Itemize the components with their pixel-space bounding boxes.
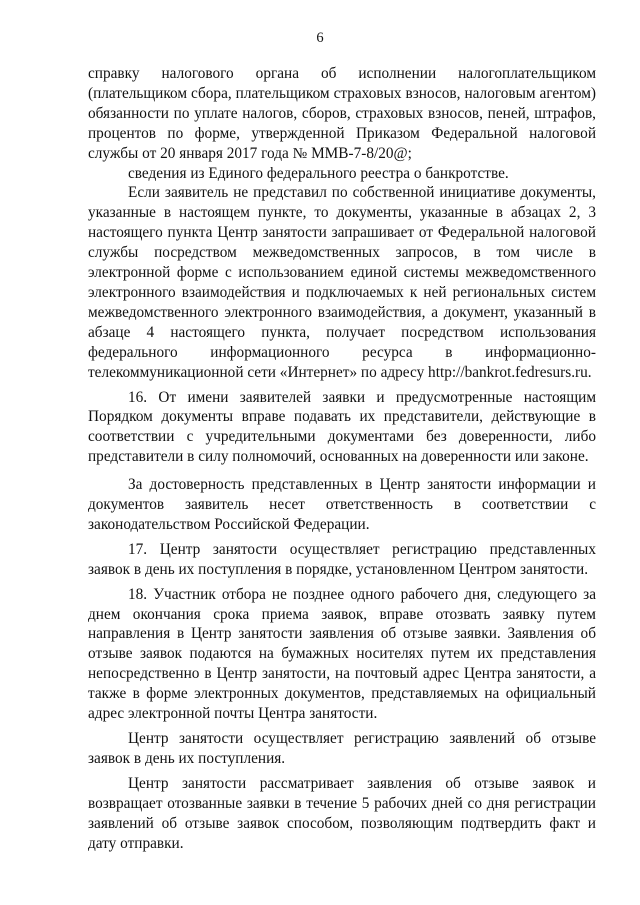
paragraph-17: 17. Центр занятости осуществляет регистрацию представленных заявок в день их поступления в порядке, установленном Центром занятости. [88,540,596,578]
paragraph-withdrawal-review: Центр занятости рассматривает заявления об отзыве заявок и возвращает отозванные заявки в течение 5 рабочих дней со дня регистрации заявлений об отзыве заявок способом, позволяющим подтвердить факт и дату отправки. [88,774,596,852]
document-body [88,64,596,853]
paragraph-bankruptcy-registry: сведения из Единого федерального реестра о банкротстве. [128,164,509,182]
paragraph-18: 18. Участник отбора не позднее одного рабочего дня, следующего за днем окончания срока приема заявок, вправе отозвать заявку путем направления в Центр занятости заявления об отзыве заявки. Заявления об отзыве заявок подаются на бумажных носителях путем их представления непосредственно в Центр занятости, на почтовый адрес Центра занятости, а также в форме электронных документов, представляемых на официальный адрес электронной почты Центра занятости. [88,585,596,723]
paragraph-16: 16. От имени заявителей заявки и предусмотренные настоящим Порядком документы вправе подавать их представители, действующие в соответствии с учредительными документами без доверенности, либо представители в силу полномочий, основанных на доверенности или законе. [88,388,596,466]
page-number: 6 [316,30,324,46]
paragraph-interagency-requests: Если заявитель не представил по собственной инициативе документы, указанные в настоящем пункте, то документы, указанные в абзацах 2, 3 настоящего пункта Центр занятости запрашивает от Федеральной налоговой службы посредством межведомственных запросов, в том числе в электронной форме с использованием единой системы межведомственного электронного взаимодействия и подключаемых к ней региональных систем межведомственного электронного взаимодействия, а документ, указанный в абзаце 4 настоящего пункта, получает посредством использования федерального информационного ресурса в информационно-телекоммуникационной сети «Интернет» по адресу http://bankrot.fedresurs.ru. [88,184,596,381]
paragraph-tax-certificate: справку налогового органа об исполнении налогоплательщиком (плательщиком сбора, плательщиком страховых взносов, налоговым агентом) обязанности по уплате налогов, сборов, страховых взносов, пеней, штрафов, процентов по форме, утвержденной Приказом Федеральной налоговой службы от 20 января 2017 года № ММВ-7-8/20@; [88,65,596,162]
paragraph-reliability: За достоверность представленных в Центр занятости информации и документов заявитель несет ответственность в соответствии с законодательством Российской Федерации. [88,476,596,533]
paragraph-withdrawal-registration: Центр занятости осуществляет регистрацию заявлений об отзыве заявок в день их поступления. [88,730,596,767]
